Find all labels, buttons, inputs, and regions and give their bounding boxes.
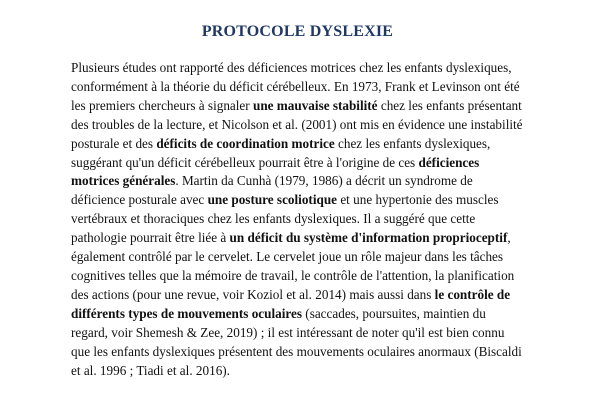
text-run: , également contrôlé par le cervelet. Le cervelet joue un rôle majeur dans les tâches cognitives telles que la mémoire de travail, le contrôle de l'attention, la planification des actions (pour une revue, voir Koziol et al. 2014) mais aussi dans	[71, 230, 515, 302]
text-run: et une hypertonie des muscles vertébraux et thoraciques chez les enfants dyslexiques. Il a suggéré que cette pathologie pourrait être liée à	[71, 192, 499, 246]
bold-run: une mauvaise stabilité	[252, 97, 378, 113]
text-run: (saccades, poursuites, maintien du regard, voir Shemesh & Zee, 2019) ; il est intéressant de noter qu'il est bien connu que les enfants dyslexiques présentent des mouvements oculaires anormaux (Biscaldi et al. 1996 ; Tiadi et al. 2016).	[71, 305, 522, 378]
bold-run: un déficit du système d'information proprioceptif	[229, 230, 508, 246]
document-title: PROTOCOLE DYSLEXIE	[201, 23, 394, 40]
bold-run: le contrôle de différents types de mouvements oculaires	[71, 286, 511, 321]
body-paragraph	[71, 59, 526, 380]
text-run: chez les enfants présentant des troubles de la lecture, et Nicolson et al. (2001) ont mis en évidence une instabilité posturale et des	[71, 97, 523, 151]
text-run: . Martin da Cunhà (1979, 1986) a décrit un syndrome de déficience posturale avec	[71, 173, 473, 208]
bold-run: déficits de coordination motrice	[156, 135, 335, 151]
text-run: Plusieurs études ont rapporté des déficiences motrices chez les enfants dyslexiques, conformément à la théorie du déficit cérébelleux. En 1973, Frank et Levinson ont été les premiers chercheurs à signaler	[71, 60, 520, 113]
text-run: chez les enfants dyslexiques, suggérant qu'un déficit cérébelleux pourrait être à l'origine de ces	[71, 135, 491, 170]
bold-run: déficiences motrices générales	[71, 154, 480, 189]
bold-run: une posture scoliotique	[207, 192, 338, 208]
